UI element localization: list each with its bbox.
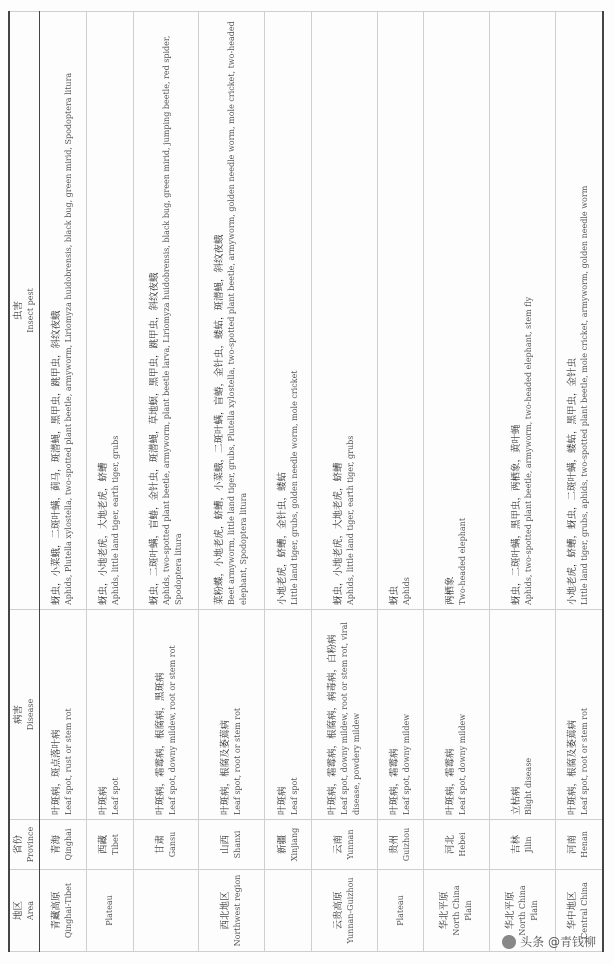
pest-cell-zh: 蚜虫 xyxy=(389,585,401,605)
watermark-logo-icon xyxy=(502,935,516,949)
province-cell xyxy=(377,820,424,870)
table-row xyxy=(86,12,133,952)
pest-cell-zh: 小地老虎，蛴螬，金针虫，蝼蛄 xyxy=(276,471,288,605)
area-cell-en: Northwest region xyxy=(233,874,243,947)
province-cell-en: Guizhou xyxy=(402,827,412,862)
area-cell-en: Yunnan-Guizhou xyxy=(345,877,355,944)
disease-cell-en: Leaf spot xyxy=(111,777,121,815)
pest-cell-zh: 两栖象 xyxy=(445,576,457,605)
pest-cell-en: Aphids, little land tiger, earth tiger, grubs xyxy=(111,435,121,605)
area-cell-en: Qinghai-Tibet xyxy=(64,882,74,939)
pest-cell-en: Beet armyworm, little land tiger, grubs, Plutella xylostella, two-spotted plant beetle, armyworm, golden needle worm, mole cricket, two-headed elephant, Spodoptera litura xyxy=(227,21,249,605)
province-cell-zh: 河南 xyxy=(567,835,579,855)
watermark-text: 头条 @青钱柳 xyxy=(520,935,596,949)
pest-cell-zh: 菜粉蝶，小地老虎，蛴螬，小菜蛾，二斑叶螨，盲蝽，金针虫，蝼蛄，斑潜蝇，斜纹夜蛾 xyxy=(214,234,226,605)
header-pest: 虫害 Insect pest xyxy=(9,12,40,610)
disease-cell-en: Leaf spot, downy mildew, root or stem rot xyxy=(167,645,177,815)
disease-cell xyxy=(40,610,87,820)
table-row xyxy=(199,12,265,952)
pest-cell-en: Aphids, two-spotted plant beetle, armyworm, plant beetle larva, Liriomyza huidobrensis, black bug, green mirid, jumping beetle, red spider, Spodoptera litura xyxy=(161,35,183,605)
table-header-row xyxy=(9,12,40,952)
pest-cell xyxy=(490,12,556,610)
province-cell-zh: 云南 xyxy=(332,835,344,855)
table-row xyxy=(40,12,87,952)
pest-cell xyxy=(311,12,377,610)
disease-cell-en: Leaf spot xyxy=(289,777,299,815)
province-cell-en: Gansu xyxy=(167,831,177,858)
pest-cell xyxy=(555,12,603,610)
disease-cell-en: Leaf spot, root or stem rot xyxy=(233,707,243,815)
pest-cell-en: Aphids, two-spotted plant beetle, armyworm, two-headed elephant, stem fly xyxy=(523,296,533,605)
disease-cell xyxy=(490,610,556,820)
pest-cell-zh: 蚜虫，二斑叶螨，盲蝽，金针虫，斑潜蝇，草地螟，黑甲虫，跳甲虫，斜纹夜蛾 xyxy=(148,272,160,605)
area-cell xyxy=(199,870,265,952)
disease-cell-en: Leaf spot, root or stem rot xyxy=(580,707,590,815)
pest-cell-en: Aphids xyxy=(402,577,412,605)
province-cell-en: Xinjiang xyxy=(289,827,299,862)
pest-cell-zh: 蚜虫，小菜蛾，二斑叶螨，蓟马，斑潜蝇，黑甲虫，跳甲虫，斜纹夜蛾 xyxy=(51,310,63,605)
disease-cell-zh: 叶斑病，根腐及萎蔫病 xyxy=(567,719,579,815)
province-cell-zh: 甘肃 xyxy=(154,835,166,855)
province-cell-zh: 河北 xyxy=(445,835,457,855)
province-cell-zh: 山西 xyxy=(220,835,232,855)
disease-cell-zh: 叶斑病，霜霉病，根腐病，黑斑病 xyxy=(154,672,166,815)
disease-cell-zh: 叶斑病，霜霉病，根腐病，病毒病，白粉病 xyxy=(326,634,338,815)
province-cell xyxy=(133,820,199,870)
pest-cell xyxy=(377,12,424,610)
area-cell-zh: 华中地区 xyxy=(567,891,579,930)
pest-cell-en: Little land tiger, grubs, aphids, two-spotted plant beetle, mole cricket, armyworm, golden needle worm xyxy=(580,185,590,605)
area-cell xyxy=(424,870,490,952)
area-cell-zh: 华北平原 xyxy=(504,891,516,930)
province-cell xyxy=(265,820,312,870)
province-cell xyxy=(424,820,490,870)
table-row xyxy=(424,12,490,952)
header-disease: 病害 Disease xyxy=(9,610,40,820)
disease-cell xyxy=(424,610,490,820)
disease-cell xyxy=(133,610,199,820)
area-cell-en: North China Plain xyxy=(517,885,539,936)
pest-disease-table xyxy=(8,11,604,952)
disease-cell-zh: 立枯病 xyxy=(510,786,522,815)
area-cell-zh: 华北平原 xyxy=(439,891,451,930)
disease-cell-zh: 叶斑病，斑点落叶病 xyxy=(51,729,63,815)
disease-cell xyxy=(199,610,265,820)
province-cell-en: Qinghai xyxy=(64,828,74,861)
province-cell-en: Henan xyxy=(580,831,590,858)
pest-cell-zh: 蚜虫，小地老虎，大地老虎，蛴螬 xyxy=(98,462,110,605)
disease-cell xyxy=(377,610,424,820)
table-row xyxy=(377,12,424,952)
area-cell xyxy=(86,870,133,952)
table-row xyxy=(311,12,377,952)
province-cell-zh: 西藏 xyxy=(98,835,110,855)
province-cell-en: Yunnan xyxy=(345,829,355,860)
disease-cell xyxy=(265,610,312,820)
table-row xyxy=(490,12,556,952)
area-cell-en: Plateau xyxy=(104,895,114,926)
pest-cell-zh: 小地老虎，蛴螬，蚜虫，二斑叶螨，蝼蛄，黑甲虫，金针虫 xyxy=(567,357,579,605)
watermark xyxy=(502,933,596,950)
disease-cell-en: Leaf spot, downy mildew xyxy=(458,713,468,815)
pest-cell-en: Little land tiger, grubs, golden needle worm, mole cricket xyxy=(289,370,299,605)
area-cell-zh: 青藏高原 xyxy=(51,891,63,930)
province-cell xyxy=(86,820,133,870)
province-cell-zh: 贵州 xyxy=(389,835,401,855)
pest-cell-en: Aphids, little land tiger, earth tiger, grubs xyxy=(345,435,355,605)
area-cell xyxy=(265,870,312,952)
table-row xyxy=(265,12,312,952)
province-cell-zh: 吉林 xyxy=(510,835,522,855)
pest-cell-zh: 蚜虫，小地老虎，大地老虎，蛴螬 xyxy=(332,462,344,605)
pest-cell-en: Two-headed elephant xyxy=(458,517,468,605)
area-cell xyxy=(133,870,199,952)
disease-cell-zh: 叶斑病，霜霉病 xyxy=(445,748,457,815)
province-cell xyxy=(555,820,603,870)
disease-cell-zh: 叶斑病 xyxy=(98,786,110,815)
pest-cell xyxy=(265,12,312,610)
province-cell-zh: 青海 xyxy=(51,835,63,855)
province-cell-en: Tibet xyxy=(111,834,121,855)
area-cell-zh: 西北地区 xyxy=(220,891,232,930)
area-cell xyxy=(377,870,424,952)
area-cell-en: Central China xyxy=(580,882,590,939)
header-area: 地区 Area xyxy=(9,870,40,952)
pest-cell xyxy=(40,12,87,610)
province-cell xyxy=(311,820,377,870)
disease-cell-zh: 叶斑病 xyxy=(276,786,288,815)
disease-cell-zh: 叶斑病，霜霉病 xyxy=(389,748,401,815)
pest-cell xyxy=(424,12,490,610)
pest-cell xyxy=(133,12,199,610)
province-cell-en: Jilin xyxy=(523,836,533,853)
area-cell xyxy=(311,870,377,952)
disease-cell xyxy=(86,610,133,820)
disease-cell-en: Leaf spot, rust or stem rot xyxy=(64,708,74,815)
province-cell-zh: 新疆 xyxy=(276,835,288,855)
area-cell-zh: 云贵高原 xyxy=(332,891,344,930)
disease-cell-zh: 叶斑病，根腐及萎蔫病 xyxy=(220,719,232,815)
province-cell-en: Hebei xyxy=(458,832,468,857)
table-row xyxy=(555,12,603,952)
disease-cell-en: Blight disease xyxy=(523,757,533,815)
pest-cell xyxy=(86,12,133,610)
area-cell xyxy=(40,870,87,952)
pest-cell-zh: 蚜虫，二斑叶螨，黑甲虫，两栖象，黄叶蝇 xyxy=(510,424,522,605)
province-cell xyxy=(199,820,265,870)
province-cell xyxy=(40,820,87,870)
province-cell xyxy=(490,820,556,870)
area-cell-en: Plateau xyxy=(395,895,405,926)
disease-cell-en: Leaf spot, downy mildew xyxy=(402,713,412,815)
disease-cell xyxy=(311,610,377,820)
disease-cell xyxy=(555,610,603,820)
area-cell-en: North China Plain xyxy=(452,885,474,936)
header-province: 省份 Province xyxy=(9,820,40,870)
table-row xyxy=(133,12,199,952)
province-cell-en: Shanxi xyxy=(233,830,243,859)
pest-cell xyxy=(199,12,265,610)
pest-cell-en: Aphids, Plutella xylostella, two-spotted plant beetle, armyworm, Liriomyza huidobrensis, black bug, green mirid, Spodoptera litura xyxy=(64,72,74,605)
rotated-table-container xyxy=(8,12,604,952)
disease-cell-en: Leaf spot, downy mildew, root or stem rot, viral disease, powdery mildew xyxy=(339,622,361,815)
